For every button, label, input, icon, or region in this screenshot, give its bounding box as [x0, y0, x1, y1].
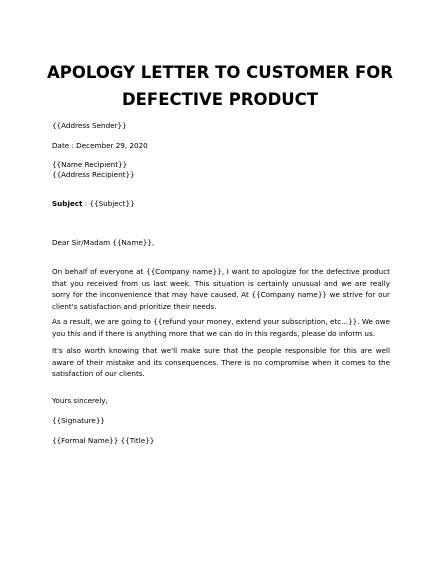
title-line-2: DEFECTIVE PRODUCT [121, 90, 319, 109]
subject-value: : {{Subject}} [82, 199, 135, 208]
closing: Yours sincerely, [52, 396, 108, 405]
title-line-1: APOLOGY LETTER TO CUSTOMER FOR [47, 63, 393, 82]
name-recipient: {{Name Recipient}} [52, 160, 128, 169]
paragraph-accountability: It's also worth knowing that we'll make sure that the people responsible for this are well aware of their mistake and its consequences. There is no compromise when it comes to the satisfaction of our clients. [52, 346, 390, 378]
paragraph-apology: On behalf of everyone at {{Company name}}, I want to apologize for the defective product that you received from us last week. This situation is certainly unusual and we are really sorry for the inconvenience that may have caused. At {{Company name}} we strive for our client's satisfaction and prioritize their needs. [52, 267, 390, 311]
paragraph-resolution: As a result, we are going to {{refund your money, extend your subscription, etc...}}. We owe you this and if there is anything more that we can do in this regards, please do inform us. [52, 317, 390, 338]
formal-name: {{Formal Name}} {{Title}} [52, 436, 155, 445]
signature: {{Signature}} [52, 416, 105, 425]
address-sender: {{Address Sender}} [52, 121, 127, 130]
subject-label: Subject [52, 199, 83, 208]
letter-date: Date : December 29, 2020 [52, 141, 148, 150]
subject-line [52, 198, 135, 209]
salutation: Dear Sir/Madam {{Name}}, [52, 238, 155, 247]
letter-title [40, 59, 400, 113]
address-recipient: {{Address Recipient}} [52, 170, 135, 179]
